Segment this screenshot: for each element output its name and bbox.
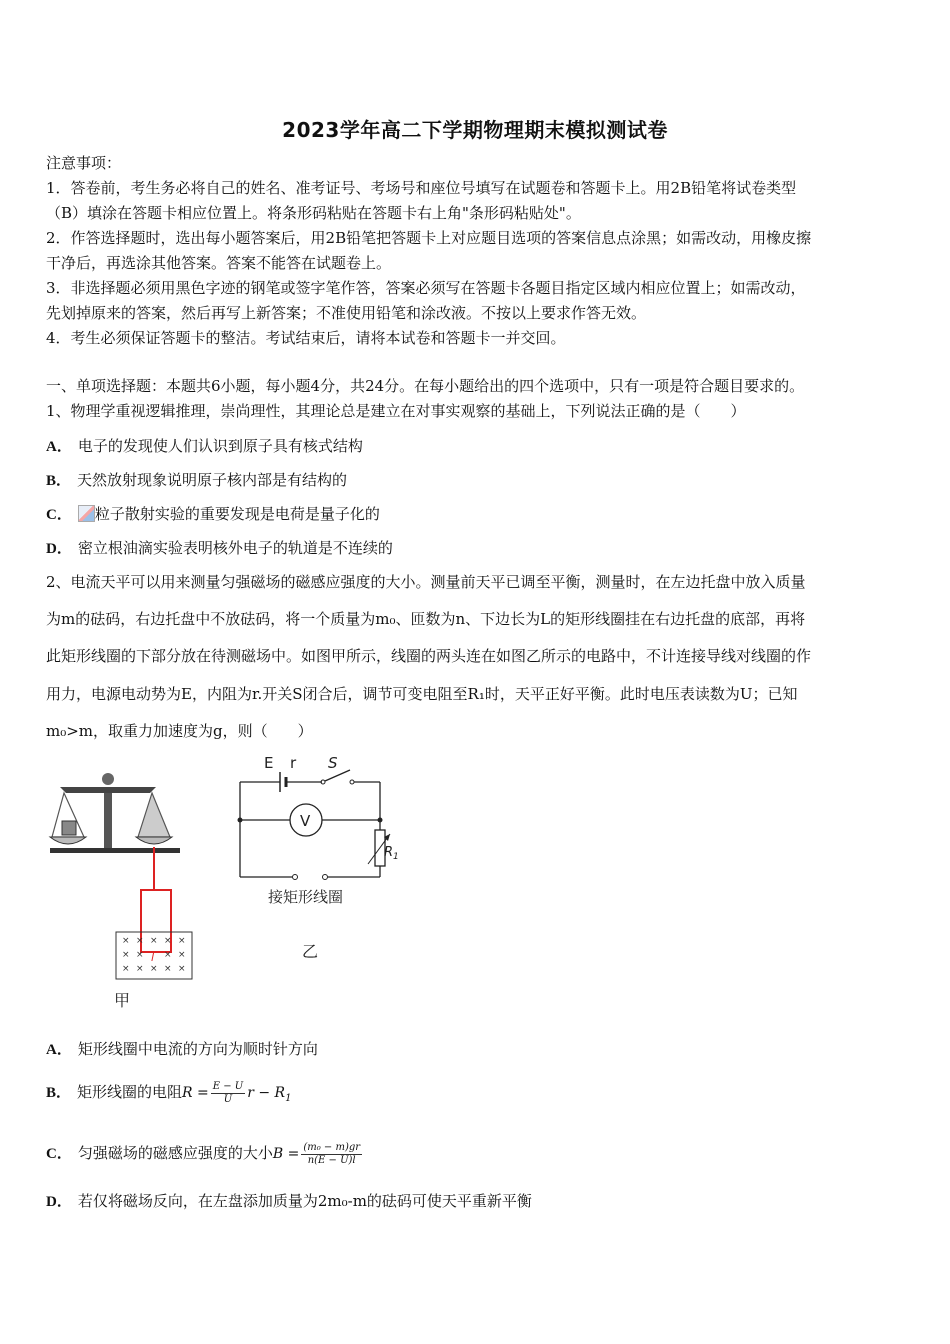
figure-yi [230, 752, 400, 967]
field-cross: × [164, 936, 172, 946]
option-text: 匀强磁场的磁感应强度的大小 [77, 1144, 273, 1162]
notice-line: 1．答卷前，考生务必将自己的姓名、准考证号、考场号和座位号填写在试题卷和答题卡上。用2B铅笔将试卷类型 [46, 179, 797, 197]
field-cross: × [178, 964, 186, 974]
field-cross: × [150, 936, 158, 946]
junction [378, 818, 383, 823]
fraction [301, 1142, 362, 1167]
field-cross: × [136, 950, 144, 960]
terminal [293, 875, 298, 880]
coil-connection-label: 接矩形线圈 [268, 888, 344, 906]
option-text: 密立根油滴实验表明核外电子的轨道是不连续的 [77, 539, 393, 557]
fraction-denominator: n(E − U)l [307, 1154, 356, 1166]
right-pan [136, 837, 172, 844]
option-text: 若仅将磁场反向，在左盘添加质量为2m₀-m的砝码可使天平重新平衡 [77, 1192, 532, 1210]
q2-stem-line: 用力，电源电动势为E，内阻为r.开关S闭合后，调节可变电阻至R₁时，天平正好平衡。此时电压表读数为U；已知 [46, 685, 798, 703]
notice-line: 先划掉原来的答案，然后再写上新答案；不准使用铅笔和涂改液。不按以上要求作答无效。 [46, 304, 647, 322]
q2-option-b [46, 1077, 291, 1114]
broken-image-icon [78, 505, 95, 522]
balance-base [50, 848, 180, 853]
right-pan-wire [138, 793, 170, 837]
formula-subscript: 1 [285, 1092, 292, 1104]
option-label: B． [46, 473, 72, 489]
formula-lhs: R = [182, 1085, 209, 1101]
field-cross: × [136, 936, 144, 946]
q2-option-c [46, 1138, 364, 1169]
notice-line: 3．非选择题必须用黑色字迹的钢笔或签字笔作答，答案必须写在答题卡各题目指定区域内相应位置上；如需改动， [46, 279, 806, 297]
fraction-denominator: U [223, 1093, 233, 1105]
field-cross: × [122, 950, 130, 960]
option-text: 电子的发现使人们认识到原子具有核式结构 [77, 437, 363, 455]
terminal [323, 875, 328, 880]
option-text: 矩形线圈中电流的方向为顺时针方向 [77, 1040, 318, 1058]
switch-contact [350, 780, 354, 784]
q2-stem-line: 为m的砝码，右边托盘中不放砝码，将一个质量为m₀、匝数为n、下边长为L的矩形线圈挂在右边托盘的底部，再将 [46, 610, 806, 628]
field-cross: × [178, 950, 186, 960]
section-heading: 一、单项选择题：本题共6小题，每小题4分，共24分。在每小题给出的四个选项中，只有一项是符合题目要求的。 [46, 377, 805, 395]
junction [238, 818, 243, 823]
q1-option-b [46, 470, 347, 491]
label-internal-r: r [290, 754, 297, 772]
q2-option-a [46, 1039, 318, 1060]
notice-line: （B）填涂在答题卡相应位置上。将条形码粘贴在答题卡右上角"条形码粘贴处"。 [46, 204, 581, 222]
option-text: 天然放射现象说明原子核内部是有结构的 [77, 471, 348, 489]
option-label: C． [46, 1146, 72, 1162]
resistor-label [384, 845, 399, 862]
resistor-label-main: R [384, 845, 394, 860]
length-label: l [151, 951, 155, 964]
formula-lhs: B = [272, 1146, 300, 1162]
resistor-label-sub: 1 [393, 852, 399, 862]
q2-stem-line: 此矩形线圈的下部分放在待测磁场中。如图甲所示，线圈的两头连在如图乙所示的电路中，不计连接导线对线圈的作 [46, 647, 812, 665]
option-text: 粒子散射实验的重要发现是电荷是量子化的 [94, 505, 380, 523]
q2-stem-line: 2、电流天平可以用来测量匀强磁场的磁感应强度的大小。测量前天平已调至平衡，测量时，在左边托盘中放入质量 [46, 573, 806, 591]
formula-field [272, 1141, 364, 1166]
left-pan [50, 837, 86, 844]
notice-line: 干净后，再选涂其他答案。答案不能答在试题卷上。 [46, 254, 392, 272]
page-title: 2023学年高二下学期物理期末模拟测试卷 [282, 118, 668, 142]
notice-line: 4．考生必须保证答题卡的整洁。考试结束后，请将本试卷和答题卡一并交回。 [46, 329, 566, 347]
option-label: B． [46, 1085, 72, 1101]
balance-beam [60, 787, 156, 793]
label-emf: E [264, 754, 274, 772]
field-cross: × [150, 964, 158, 974]
figure-jia-label: 甲 [114, 991, 131, 1010]
fraction-numerator: (m₀ − m)gr [303, 1141, 361, 1153]
field-cross: × [178, 936, 186, 946]
field-cross: × [164, 964, 172, 974]
option-text: 矩形线圈的电阻 [77, 1083, 183, 1101]
q1-option-a [46, 436, 363, 457]
q1-stem: 1、物理学重视逻辑推理，崇尚理性，其理论总是建立在对事实观察的基础上，下列说法正确的是（ ） [46, 402, 746, 420]
q1-option-c [46, 504, 380, 525]
option-label: A． [46, 1042, 72, 1058]
label-switch: S [328, 754, 338, 772]
q1-option-d [46, 538, 393, 559]
field-cross: × [164, 950, 172, 960]
option-label: A． [46, 439, 72, 455]
balance-post [104, 793, 112, 848]
field-cross: × [122, 936, 130, 946]
formula-rhs: r − R [247, 1085, 286, 1101]
weight [62, 821, 76, 835]
option-label: C． [46, 507, 72, 523]
notice-line: 2．作答选择题时，选出每小题答案后，用2B铅笔把答题卡上对应题目选项的答案信息点涂黑；如需改动，用橡皮擦 [46, 229, 812, 247]
fraction [211, 1081, 245, 1106]
q2-option-d [46, 1191, 532, 1212]
q2-stem-line: m₀>m，取重力加速度为g，则（ ） [46, 722, 313, 740]
field-cross: × [136, 964, 144, 974]
fraction-numerator: E − U [212, 1080, 244, 1092]
notice-heading: 注意事项： [46, 154, 122, 172]
option-label: D． [46, 541, 72, 557]
figure-yi-label: 乙 [302, 942, 319, 961]
balance-pivot [102, 773, 114, 785]
voltmeter-label: V [300, 812, 311, 830]
figure-jia [46, 765, 206, 1015]
field-cross: × [122, 964, 130, 974]
option-label: D． [46, 1194, 72, 1210]
formula-resistance [182, 1080, 292, 1105]
